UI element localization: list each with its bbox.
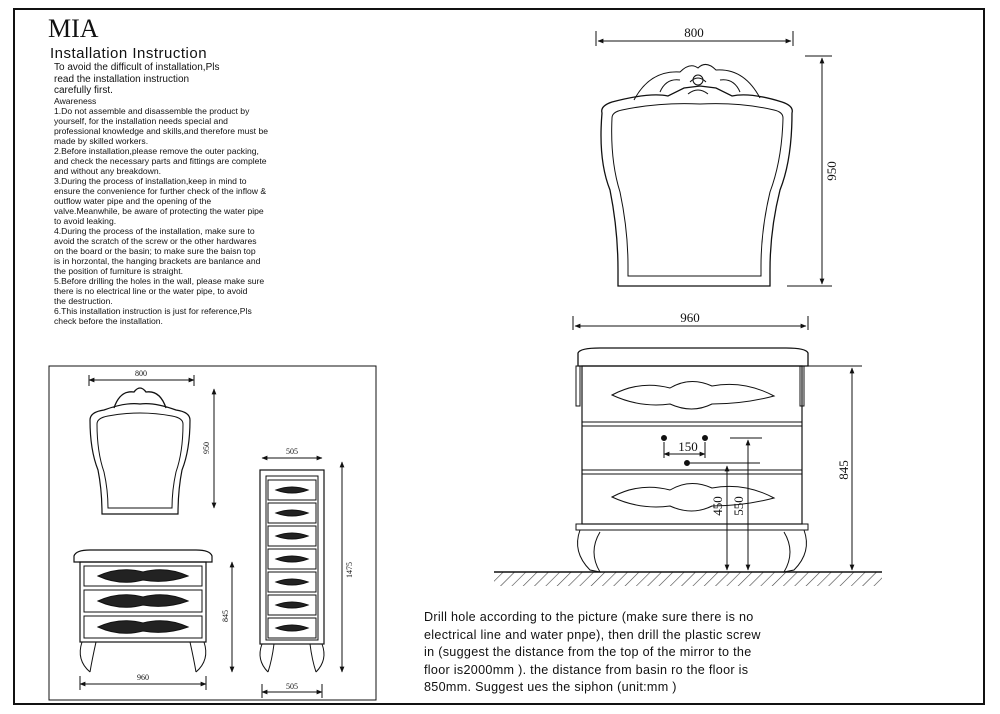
- drill-line: electrical line and water pnpe), then drill the plastic screw: [424, 627, 761, 642]
- awareness-line: there is no electrical line or the water pipe, to avoid: [54, 286, 248, 296]
- cabinet-basin-top: [578, 348, 808, 366]
- awareness-heading: Awareness: [54, 96, 97, 106]
- overview-panel: [49, 366, 376, 700]
- awareness-line: 3.During the process of installation,keep in mind to: [54, 176, 247, 186]
- small-cabinet-leg-left: [80, 642, 96, 672]
- small-cabinet-drawing: [74, 550, 232, 690]
- small-drawer-carving: [98, 595, 188, 608]
- cabinet-post-left: [576, 366, 580, 406]
- awareness-line: check before the installation.: [54, 316, 163, 326]
- drill-line: floor is2000mm ). the distance from basin ro the floor is: [424, 662, 749, 677]
- awareness-line: 1.Do not assemble and disassemble the product by: [54, 106, 250, 116]
- awareness-line: outflow water pipe and the opening of the: [54, 196, 212, 206]
- mirror-drawing: [596, 31, 832, 286]
- intro-line: To avoid the difficult of installation,Pls: [54, 62, 220, 73]
- awareness-line: 5.Before drilling the holes in the wall, please make sure: [54, 276, 265, 286]
- drill-line: 850mm. Suggest ues the siphon (unit:mm ): [424, 680, 677, 694]
- small-cabinet-width-label: 960: [137, 673, 149, 682]
- mirror-width-label: 800: [684, 25, 704, 40]
- awareness-line: the destruction.: [54, 296, 113, 306]
- awareness-line: the position of furniture is straight.: [54, 266, 183, 276]
- small-mirror-drawing: [89, 375, 214, 514]
- awareness-line: 6.This installation instruction is just for reference,Pls: [54, 306, 252, 316]
- hole-spacing-label: 150: [678, 439, 698, 454]
- awareness-line: and check the necessary parts and fittings are complete: [54, 156, 267, 166]
- document-subtitle: Installation Instruction: [50, 45, 208, 62]
- column-width-bottom-label: 505: [286, 682, 298, 691]
- small-cabinet-leg-right: [190, 642, 206, 672]
- awareness-line: is in horzontal, the hanging brackets are banlance and: [54, 256, 261, 266]
- drill-line: in (suggest the distance from the top of the mirror to the: [424, 645, 752, 659]
- small-mirror-frame: [90, 404, 190, 514]
- awareness-line: to avoid leaking.: [54, 216, 117, 226]
- small-drawer-carving: [98, 570, 188, 583]
- awareness-line: on the board or the basin; to make sure the baisn top: [54, 246, 256, 256]
- cabinet-leg-left: [578, 530, 600, 572]
- awareness-line: professional knowledge and skills,and therefore must be: [54, 126, 269, 136]
- drawer-carving-top: [612, 381, 774, 409]
- mirror-height-label: 950: [824, 161, 839, 181]
- small-drawer-carving: [98, 621, 188, 634]
- awareness-line: valve.Meanwhile, be aware of protecting the water pipe: [54, 206, 264, 216]
- small-mirror-height-label: 950: [202, 442, 211, 454]
- small-mirror-width-label: 800: [135, 369, 147, 378]
- mirror-inner-frame: [612, 104, 783, 276]
- drill-line: Drill hole according to the picture (make sure there is no: [424, 610, 754, 624]
- drill-hole-left: [662, 436, 667, 441]
- small-cabinet-height-label: 845: [221, 610, 230, 622]
- awareness-line: made by skilled workers.: [54, 136, 149, 146]
- column-cabinet-drawing: [260, 458, 342, 698]
- cabinet-width-label: 960: [680, 310, 700, 325]
- intro-line: read the installation instruction: [54, 73, 190, 85]
- mirror-outer-frame: [601, 86, 792, 286]
- drill-hole-lower: [685, 461, 690, 466]
- drill-instructions: [424, 609, 864, 697]
- mirror-crown-center: [693, 75, 703, 85]
- awareness-line: ensure the convenience for further check of the inflow &: [54, 186, 267, 196]
- intro-line: carefully first.: [54, 85, 113, 96]
- product-title: MIA: [48, 14, 99, 43]
- awareness-line: 2.Before installation,please remove the outer packing,: [54, 146, 259, 156]
- column-height-label: 1475: [345, 562, 354, 578]
- hole-height-high-label: 550: [731, 496, 746, 516]
- awareness-line: 4.During the process of the installation, make sure to: [54, 226, 255, 236]
- cabinet-leg-right: [784, 530, 806, 572]
- column-width-top-label: 505: [286, 447, 298, 456]
- hole-height-low-label: 450: [710, 496, 725, 516]
- awareness-line: and without any breakdown.: [54, 166, 162, 176]
- awareness-line: avoid the scratch of the screw or the other hardwares: [54, 236, 257, 246]
- column-leg-left: [260, 644, 274, 672]
- column-leg-right: [310, 644, 324, 672]
- awareness-line: yourself, for the installation needs special and: [54, 116, 228, 126]
- cabinet-height-label: 845: [836, 460, 851, 480]
- floor-hatch: [494, 572, 882, 586]
- drawer-carving-bottom: [612, 483, 774, 511]
- drill-hole-right: [703, 436, 708, 441]
